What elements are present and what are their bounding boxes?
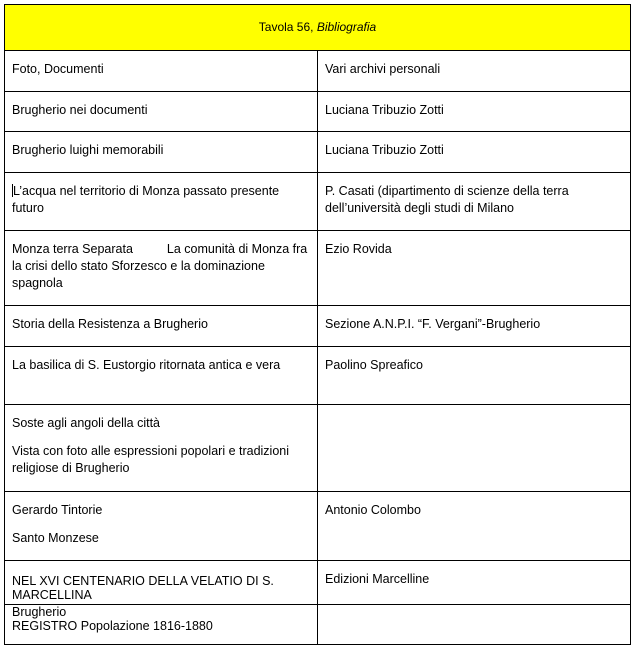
author-cell bbox=[318, 405, 631, 492]
title-cell bbox=[5, 51, 318, 92]
book-author: Sezione A.N.P.I. “F. Vergani”-Brugherio bbox=[325, 317, 541, 331]
book-title: Foto, Documenti bbox=[12, 62, 104, 76]
table-row bbox=[5, 605, 631, 645]
book-title-part-1: Monza terra Separata bbox=[12, 242, 133, 256]
title-cell bbox=[5, 306, 318, 347]
book-author: Antonio Colombo bbox=[325, 503, 421, 517]
title-cell bbox=[5, 92, 318, 132]
title-emphasis: Bibliografia bbox=[316, 20, 377, 34]
book-title: NEL XVI CENTENARIO DELLA VELATIO DI S. MARCELLINA bbox=[12, 574, 274, 602]
title-cell bbox=[5, 231, 318, 306]
author-cell bbox=[318, 132, 631, 173]
book-title: Brugherio bbox=[12, 605, 67, 619]
title-cell bbox=[5, 492, 318, 561]
author-cell bbox=[318, 51, 631, 92]
title-text: Tavola 56, bbox=[258, 20, 317, 34]
book-title: L’acqua nel territorio di Monza passato presente futuro bbox=[12, 184, 280, 215]
book-subtitle: Santo Monzese bbox=[12, 531, 99, 545]
book-author: Luciana Tribuzio Zotti bbox=[325, 143, 444, 157]
title-cell bbox=[5, 347, 318, 405]
book-author: Luciana Tribuzio Zotti bbox=[325, 103, 444, 117]
book-title: Brugherio luighi memorabili bbox=[12, 143, 164, 157]
book-title: Gerardo Tintorie bbox=[12, 503, 103, 517]
author-cell bbox=[318, 306, 631, 347]
book-author: P. Casati (dipartimento di scienze della terra dell’università degli studi di Milano bbox=[325, 184, 569, 215]
table-row bbox=[5, 231, 631, 306]
book-author: Edizioni Marcelline bbox=[325, 572, 430, 586]
book-author: Paolino Spreafico bbox=[325, 358, 423, 372]
table-row bbox=[5, 347, 631, 405]
book-subtitle: REGISTRO Popolazione 1816-1880 bbox=[12, 619, 213, 633]
book-title-part-2: La comunità di Monza fra la crisi dello stato Sforzesco e la dominazione spagnola bbox=[12, 242, 308, 290]
title-cell bbox=[5, 605, 318, 645]
table-row bbox=[5, 492, 631, 561]
book-subtitle: Vista con foto alle espressioni popolari e tradizioni religiose di Brugherio bbox=[12, 444, 290, 475]
book-title: Brugherio nei documenti bbox=[12, 103, 148, 117]
table-title bbox=[5, 5, 631, 51]
title-cell bbox=[5, 561, 318, 605]
author-cell bbox=[318, 492, 631, 561]
title-row bbox=[5, 5, 631, 51]
author-cell bbox=[318, 347, 631, 405]
book-author bbox=[325, 605, 623, 615]
author-cell bbox=[318, 561, 631, 605]
table-row bbox=[5, 51, 631, 92]
book-title: La basilica di S. Eustorgio ritornata antica e vera bbox=[12, 358, 281, 372]
title-cell bbox=[5, 132, 318, 173]
author-cell bbox=[318, 173, 631, 231]
book-author: Vari archivi personali bbox=[325, 62, 441, 76]
bibliography-table bbox=[4, 4, 631, 645]
author-cell bbox=[318, 231, 631, 306]
book-title: Storia della Resistenza a Brugherio bbox=[12, 317, 208, 331]
table-row bbox=[5, 173, 631, 231]
table-row bbox=[5, 92, 631, 132]
author-cell bbox=[318, 92, 631, 132]
book-title: Soste agli angoli della città bbox=[12, 416, 161, 430]
table-row bbox=[5, 132, 631, 173]
table-row bbox=[5, 405, 631, 492]
book-author bbox=[325, 405, 623, 415]
table-row bbox=[5, 561, 631, 605]
author-cell bbox=[318, 605, 631, 645]
table-row bbox=[5, 306, 631, 347]
title-cell bbox=[5, 173, 318, 231]
book-author: Ezio Rovida bbox=[325, 242, 392, 256]
title-cell bbox=[5, 405, 318, 492]
